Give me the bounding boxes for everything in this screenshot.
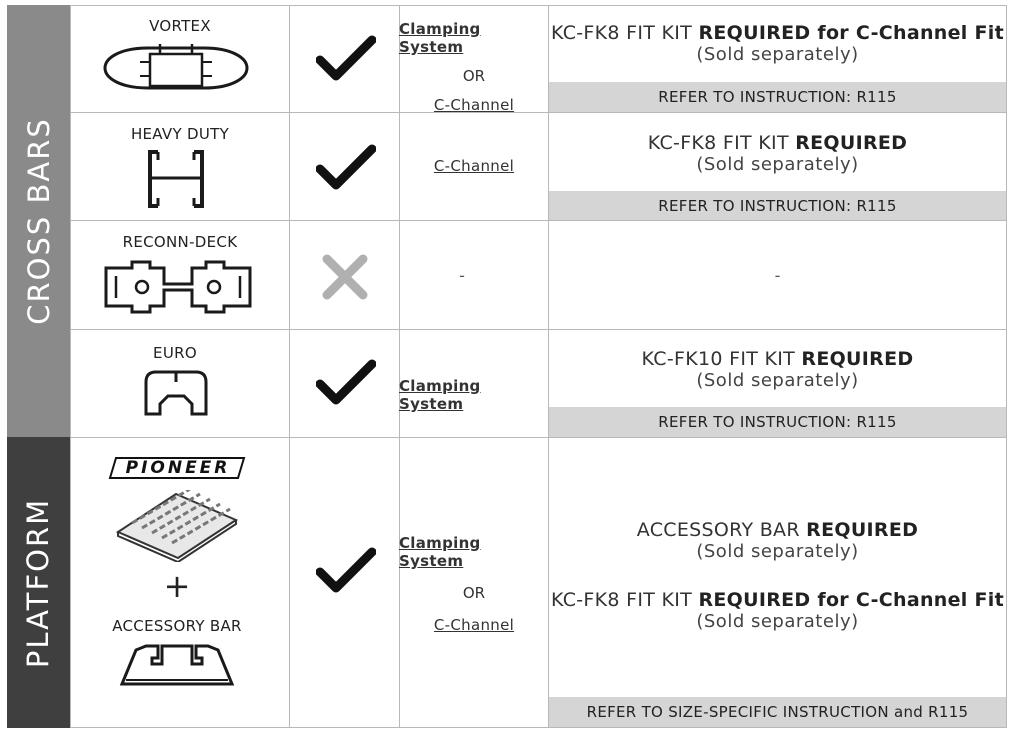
check-icon: [316, 143, 376, 191]
requirement-fit-kit: [548, 589, 1007, 632]
platform-label: PLATFORM: [21, 497, 56, 668]
clamping-system-link[interactable]: Clamping System: [399, 20, 481, 56]
product-name-vortex: VORTEX: [149, 17, 211, 35]
check-icon: [316, 358, 376, 406]
requirement-line: KC-FK8 FIT KIT REQUIRED: [647, 132, 908, 154]
requirement-vortex: [548, 22, 1007, 65]
product-name-accessory-bar: ACCESSORY BAR: [112, 617, 242, 635]
connector-vortex: [399, 20, 549, 114]
c-channel-link[interactable]: C-Channel: [433, 96, 515, 114]
euro-profile-icon: [142, 368, 210, 418]
pioneer-logo: [108, 456, 248, 480]
sold-separately-text: (Sold separately): [696, 154, 859, 175]
or-text: OR: [462, 67, 486, 85]
c-channel-link[interactable]: C-Channel: [433, 616, 515, 634]
requirement-euro: [548, 348, 1007, 391]
refer-instruction-band: REFER TO SIZE-SPECIFIC INSTRUCTION and R115: [549, 697, 1006, 727]
or-text: OR: [462, 584, 486, 602]
connector-euro: [399, 377, 549, 413]
product-name-heavy-duty: HEAVY DUTY: [130, 125, 230, 143]
reconn-deck-profile-icon: [102, 258, 254, 316]
sold-separately-text: (Sold separately): [696, 611, 859, 632]
refer-instruction-band: REFER TO INSTRUCTION: R115: [549, 82, 1006, 112]
sold-separately-text: (Sold separately): [696, 541, 859, 562]
requirement-line: KC-FK8 FIT KIT REQUIRED for C-Channel Fit: [550, 22, 1004, 44]
check-icon: [316, 546, 376, 594]
requirement-dash: -: [774, 266, 781, 285]
clamping-system-link[interactable]: Clamping System: [399, 377, 481, 413]
requirement-heavy-duty: [548, 132, 1007, 175]
connector-dash: -: [459, 266, 465, 285]
requirement-line: KC-FK10 FIT KIT REQUIRED: [641, 348, 914, 370]
heavy-duty-profile-icon: [144, 148, 208, 210]
requirement-line: ACCESSORY BAR REQUIRED: [636, 519, 919, 541]
crossbars-section-label: [7, 5, 70, 437]
refer-instruction-band: REFER TO INSTRUCTION: R115: [549, 191, 1006, 220]
crossbars-label: CROSS BARS: [21, 117, 56, 325]
platform-section-label: [7, 437, 70, 728]
requirement-accessory-bar: [548, 519, 1007, 562]
cross-icon: [321, 253, 369, 301]
refer-instruction-band: REFER TO INSTRUCTION: R115: [549, 407, 1006, 437]
requirement-line: KC-FK8 FIT KIT REQUIRED for C-Channel Fit: [550, 589, 1004, 611]
accessory-bar-profile-icon: [118, 640, 236, 690]
vortex-profile-icon: [100, 40, 252, 96]
product-name-euro: EURO: [153, 344, 197, 362]
grid-row-5-req: [548, 437, 1007, 728]
sold-separately-text: (Sold separately): [696, 370, 859, 391]
plus-sign: +: [163, 567, 191, 605]
c-channel-link[interactable]: C-Channel: [433, 157, 515, 175]
sold-separately-text: (Sold separately): [696, 44, 859, 65]
check-icon: [316, 34, 376, 82]
clamping-system-link[interactable]: Clamping System: [399, 534, 481, 570]
connector-platform: [399, 534, 549, 634]
product-name-reconn-deck: RECONN-DECK: [122, 233, 238, 251]
platform-deck-icon: [114, 490, 240, 562]
pioneer-logo-text: PIONEER: [125, 458, 231, 478]
connector-heavy-duty: [399, 157, 549, 175]
